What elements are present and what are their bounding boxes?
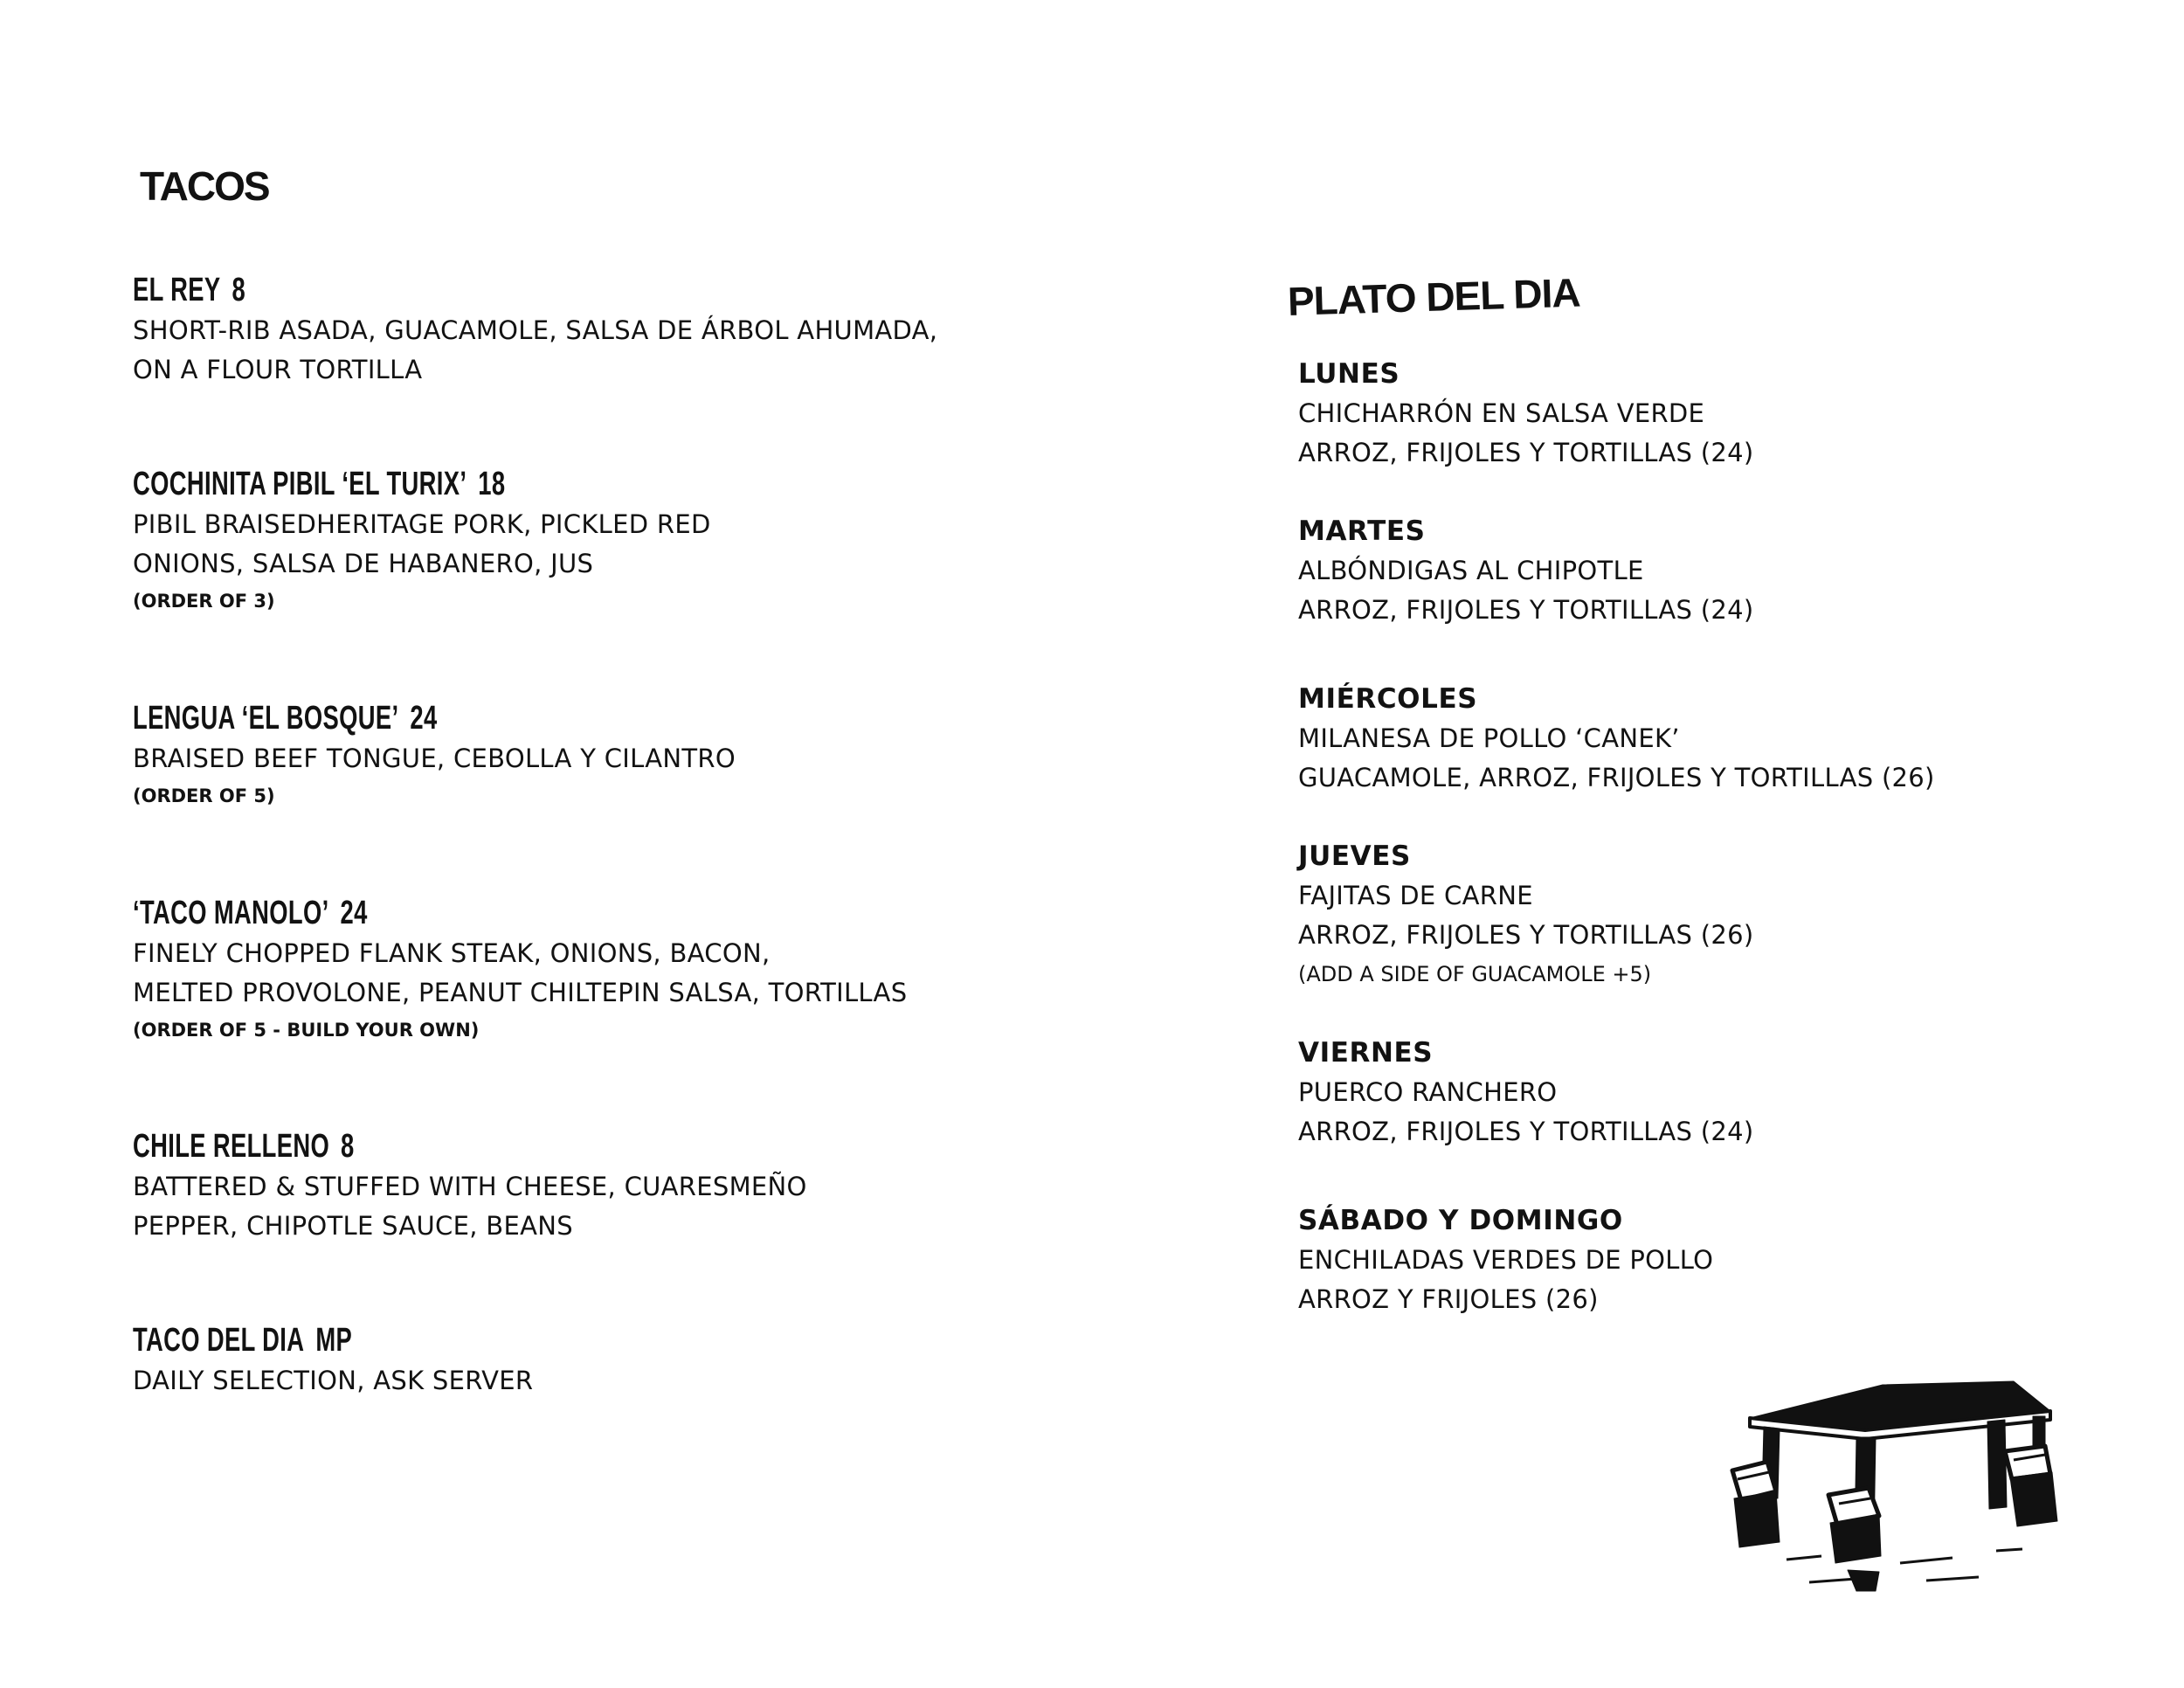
- taco-description-line: BATTERED & STUFFED WITH CHEESE, CUARESMEÑO: [133, 1172, 807, 1201]
- day-miercoles: [1298, 680, 2084, 798]
- tacos-heading: TACOS: [140, 163, 269, 209]
- taco-price: 8: [341, 1128, 355, 1165]
- taco-item-cochinita-pibil: [133, 463, 1137, 619]
- day-dish-line: CHICHARRÓN EN SALSA VERDE: [1298, 398, 1705, 428]
- taco-name: TACO DEL DIA: [133, 1322, 305, 1359]
- table-with-stools-icon: [1725, 1376, 2092, 1603]
- taco-name-row: [133, 1319, 856, 1361]
- taco-name: ‘TACO MANOLO’: [133, 895, 329, 931]
- day-dish-line: ENCHILADAS VERDES DE POLLO: [1298, 1245, 1714, 1275]
- taco-price: MP: [315, 1322, 353, 1359]
- taco-name: COCHINITA PIBIL ‘EL TURIX’: [133, 466, 467, 502]
- taco-price: 24: [410, 700, 438, 737]
- taco-order-note: (ORDER OF 5): [133, 785, 275, 806]
- day-dish-note: (ADD A SIDE OF GUACAMOLE +5): [1298, 962, 1652, 986]
- day-name: JUEVES: [1298, 841, 1411, 872]
- plato-del-dia-heading: PLATO DEL DIA: [1287, 269, 1581, 324]
- day-dish-line: PUERCO RANCHERO: [1298, 1077, 1558, 1107]
- day-dish-line: FAJITAS DE CARNE: [1298, 881, 1533, 910]
- taco-description-line: FINELY CHOPPED FLANK STEAK, ONIONS, BACON,: [133, 938, 771, 968]
- day-dish-line: ARROZ, FRIJOLES Y TORTILLAS (24): [1298, 595, 1754, 625]
- taco-description-line: PIBIL BRAISEDHERITAGE PORK, PICKLED RED: [133, 509, 711, 539]
- day-name: MIÉRCOLES: [1298, 683, 1478, 715]
- taco-price: 8: [232, 272, 246, 308]
- taco-name-row: [133, 463, 856, 505]
- taco-item-lengua: [133, 697, 1137, 813]
- taco-name-row: [133, 1125, 856, 1167]
- day-dish-line: ARROZ, FRIJOLES Y TORTILLAS (26): [1298, 920, 1754, 950]
- taco-name-row: [133, 892, 856, 934]
- day-dish-line: GUACAMOLE, ARROZ, FRIJOLES Y TORTILLAS (26): [1298, 763, 1935, 792]
- taco-item-taco-manolo: [133, 892, 1137, 1048]
- taco-name: CHILE RELLENO: [133, 1128, 330, 1165]
- day-viernes: [1298, 1034, 2084, 1152]
- day-dish-line: MILANESA DE POLLO ‘CANEK’: [1298, 723, 1680, 753]
- taco-description-line: MELTED PROVOLONE, PEANUT CHILTEPIN SALSA, TORTILLAS: [133, 978, 908, 1007]
- taco-name: EL REY: [133, 272, 221, 308]
- taco-name: LENGUA ‘EL BOSQUE’: [133, 700, 399, 737]
- taco-order-note: (ORDER OF 5 - BUILD YOUR OWN): [133, 1020, 480, 1041]
- taco-name-row: [133, 697, 856, 739]
- day-name: SÁBADO Y DOMINGO: [1298, 1205, 1623, 1236]
- day-name: LUNES: [1298, 358, 1400, 390]
- day-sabado-domingo: [1298, 1201, 2084, 1319]
- day-dish-line: ARROZ Y FRIJOLES (26): [1298, 1284, 1599, 1314]
- taco-price: 18: [478, 466, 506, 502]
- taco-description-line: ON A FLOUR TORTILLA: [133, 355, 423, 384]
- day-dish-line: ARROZ, FRIJOLES Y TORTILLAS (24): [1298, 438, 1754, 467]
- taco-item-el-rey: [133, 269, 1137, 390]
- day-martes: [1298, 512, 2084, 630]
- day-jueves: [1298, 837, 2084, 994]
- day-name: MARTES: [1298, 515, 1426, 547]
- taco-item-chile-relleno: [133, 1125, 1137, 1246]
- taco-description-line: PEPPER, CHIPOTLE SAUCE, BEANS: [133, 1211, 573, 1241]
- taco-description-line: SHORT-RIB ASADA, GUACAMOLE, SALSA DE ÁRBOL AHUMADA,: [133, 315, 938, 345]
- taco-price: 24: [340, 895, 368, 931]
- taco-description-line: BRAISED BEEF TONGUE, CEBOLLA Y CILANTRO: [133, 744, 736, 773]
- taco-item-taco-del-dia: [133, 1319, 1137, 1401]
- taco-order-note: (ORDER OF 3): [133, 591, 275, 612]
- taco-description-line: ONIONS, SALSA DE HABANERO, JUS: [133, 549, 594, 578]
- day-lunes: [1298, 355, 2084, 473]
- day-name: VIERNES: [1298, 1037, 1434, 1069]
- taco-description-line: DAILY SELECTION, ASK SERVER: [133, 1366, 534, 1395]
- taco-name-row: [133, 269, 856, 311]
- day-dish-line: ALBÓNDIGAS AL CHIPOTLE: [1298, 556, 1644, 585]
- day-dish-line: ARROZ, FRIJOLES Y TORTILLAS (24): [1298, 1117, 1754, 1146]
